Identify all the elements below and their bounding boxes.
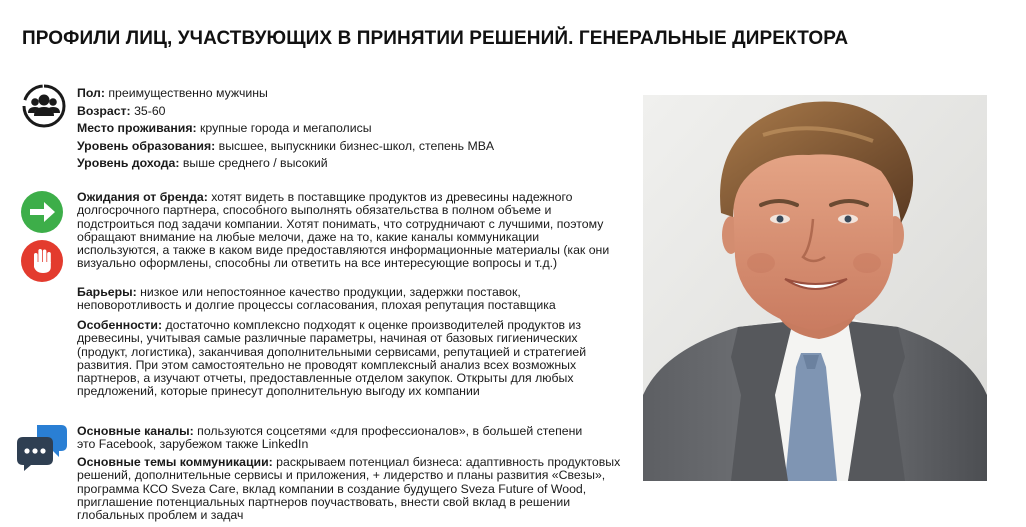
barriers-paragraph: Барьеры: низкое или непостоянное качество продукции, задержки поставок, неповоротливость и долгие процессы согласования, плохая репутация поставщика <box>77 285 556 313</box>
people-group-icon <box>20 82 68 130</box>
arrow-right-icon <box>20 190 64 234</box>
demo-gender: Пол: преимущественно мужчины <box>77 86 268 100</box>
demographics-block <box>77 85 517 173</box>
demo-age: Возраст: 35-60 <box>77 103 166 118</box>
demo-education: Уровень образования: высшее, выпускники бизнес-школ, степень MBA <box>77 138 495 153</box>
topics-paragraph: Основные темы коммуникации: раскрываем потенциал бизнеса: адаптивность продуктовых решений, дополнительные сервисы и приложения, + лидерство и планы развития «Свезы», программа КСО Sveza Care, вклад компании в создание будущего Sveza Future of Wood, приглашение потенциальных партнеров поучаствовать, внести свой вклад в решении глобальных проблем и задач <box>77 455 621 523</box>
chat-bubbles-icon <box>15 421 69 473</box>
channels-paragraph: Основные каналы: пользуются соцсетями «для профессионалов», в большей степени это Facebook, зарубежом также LinkedIn <box>77 424 583 452</box>
demo-residence: Место проживания: крупные города и мегаполисы <box>77 121 372 136</box>
expectations-paragraph: Ожидания от бренда: хотят видеть в поставщике продуктов из древесины надежного долгосрочного партнера, способного выполнять обязательства в полном объеме и подстроиться под задачи компании. Хотят понимать, что сотрудничают с лучшими, поэтому обращают внимание на любые мелочи, даже на то, какие каналы коммуникации используются, а также в каком виде предоставляются информационные материалы (как они визуально оформлены, способны ли ответить на все интересующие вопросы и т.д.) <box>77 190 610 271</box>
demo-income: Уровень дохода: выше среднего / высокий <box>77 156 328 171</box>
features-paragraph: Особенности: достаточно комплексно подходят к оценке производителей продуктов из древесины, учитывая самые различные параметры, начиная от базовых гигиенических (продукт, логистика), заканчивая дополнительными сервисами, репутацией и стратегией развития. При этом самостоятельно не проводят комплексный анализ всех возможных партнеров, а изучают отчеты, предоставленные отделом закупок. Открыты для любых предложений, которые принесут дополнительную выгоду их компании <box>77 318 587 399</box>
page-title: ПРОФИЛИ ЛИЦ, УЧАСТВУЮЩИХ В ПРИНЯТИИ РЕШЕНИЙ. ГЕНЕРАЛЬНЫЕ ДИРЕКТОРА <box>22 28 849 49</box>
ceo-portrait-photo <box>643 95 987 481</box>
stop-hand-icon <box>20 239 64 283</box>
